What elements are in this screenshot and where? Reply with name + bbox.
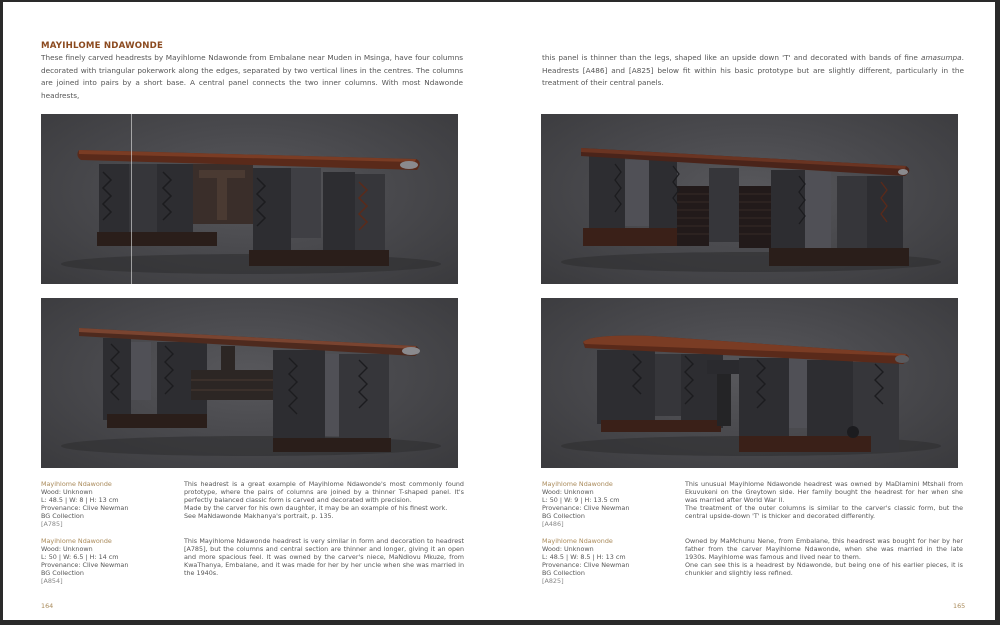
headrest-photo-a854: [41, 298, 458, 468]
caption-a854: [41, 537, 128, 586]
caption-ref: [A486]: [542, 520, 564, 529]
description-paragraph: Owned by MaMchunu Nene, from Embalane, this headrest was bought for her by her father from the carver Mayihlome Ndawonde, when she was married in the late 1930s. Mayihlome was famous and lived near to them.: [685, 537, 963, 562]
intro-paragraph-right: [542, 52, 964, 90]
caption-provenance: Provenance: Clive Newman: [542, 504, 630, 513]
description-paragraph: Made by the carver for his own daughter, it may be an example of his finest work.: [184, 504, 448, 513]
caption-provenance: Provenance: Clive Newman: [41, 561, 129, 570]
caption-ref: [A825]: [542, 577, 564, 586]
intro-right-text-2: . Headrests [A486] and [A825] below fit within his basic prototype but are slightly different, particularly in the treatment of their central panels.: [542, 53, 964, 88]
caption-provenance: Provenance: Clive Newman: [41, 504, 129, 513]
caption-artist: Mayihlome Ndawonde: [542, 480, 613, 488]
caption-dimensions: L: 50 | W: 6.5 | H: 14 cm: [41, 553, 119, 562]
description-a825: [685, 537, 963, 577]
description-paragraph: This unusual Mayihlome Ndawonde headrest was owned by MaDlamini Mtshali from Ekuvukeni on the Greytown side. Her family bought the headrest for her when she was married after World War II.: [685, 480, 963, 505]
caption-collection: BG Collection: [41, 569, 84, 578]
description-a785: [184, 480, 464, 520]
page-number-left: 164: [41, 602, 54, 610]
caption-artist: Mayihlome Ndawonde: [41, 480, 112, 488]
caption-artist: Mayihlome Ndawonde: [542, 537, 613, 545]
headrest-photo-a486: [541, 114, 958, 284]
headrest-illustration-icon: [541, 298, 958, 468]
intro-right-italic: amasumpa: [920, 53, 962, 62]
headrest-illustration-icon: [541, 114, 958, 284]
headrest-photo-a825: [541, 298, 958, 468]
caption-collection: BG Collection: [542, 512, 585, 521]
caption-material: Wood: Unknown: [542, 545, 594, 554]
headrest-photo-a785: [41, 114, 458, 284]
caption-a785: [41, 480, 128, 529]
page-number-right: 165: [953, 602, 966, 610]
caption-ref: [A785]: [41, 520, 63, 529]
section-title: MAYIHLOME NDAWONDE: [41, 41, 164, 51]
headrest-illustration-icon: [41, 114, 458, 284]
caption-a825: [542, 537, 629, 586]
caption-ref: [A854]: [41, 577, 63, 586]
caption-material: Wood: Unknown: [542, 488, 594, 497]
caption-collection: BG Collection: [41, 512, 84, 521]
description-paragraph: See MaNdawonde Makhanya's portrait, p. 135.: [184, 512, 334, 521]
photo-fold-line: [131, 114, 132, 284]
headrest-illustration-icon: [41, 298, 458, 468]
description-a486: [685, 480, 963, 520]
description-paragraph: This headrest is a great example of Mayihlome Ndawonde's most commonly found prototype, where the pairs of columns are joined by a thinner T-shaped panel. It's perfectly balanced classic form is carved and decorated with precision.: [184, 480, 464, 505]
caption-material: Wood: Unknown: [41, 545, 93, 554]
intro-right-text-1: this panel is thinner than the legs, shaped like an upside down 'T' and decorated with bands of fine: [542, 53, 921, 62]
description-a854: [184, 537, 464, 577]
caption-dimensions: L: 50 | W: 9 | H: 13.5 cm: [542, 496, 620, 505]
caption-provenance: Provenance: Clive Newman: [542, 561, 630, 570]
caption-collection: BG Collection: [542, 569, 585, 578]
intro-paragraph-left: These finely carved headrests by Mayihlome Ndawonde from Embalane near Muden in Msinga, have four columns decorated with triangular pokerwork along the edges, separated by two vertical lines in the centres. The columns are joined into pairs by a short base. A central panel connects the two inner columns. With most Ndawonde headrests,: [41, 53, 463, 100]
description-paragraph: This Mayihlome Ndawonde headrest is very similar in form and decoration to headrest [A785], but the columns and central section are thinner and longer, giving it an open and more spacious feel. It was owned by the carver's niece, MaNdlovu Mkuze, from KwaThanya, Embalane, and it was made for her by her uncle when she was married in the 1940s.: [184, 537, 464, 578]
caption-a486: [542, 480, 629, 529]
caption-artist: Mayihlome Ndawonde: [41, 537, 112, 545]
description-paragraph: One can see this is a headrest by Ndawonde, but being one of his earlier pieces, it is chunkier and slightly less refined.: [685, 561, 963, 578]
caption-dimensions: L: 48.5 | W: 8.5 | H: 13 cm: [542, 553, 626, 562]
caption-dimensions: L: 48.5 | W: 8 | H: 13 cm: [41, 496, 119, 505]
caption-material: Wood: Unknown: [41, 488, 93, 497]
description-paragraph: The treatment of the outer columns is similar to the carver's classic form, but the central upside-down 'T' is thicker and decorated differently.: [685, 504, 963, 521]
